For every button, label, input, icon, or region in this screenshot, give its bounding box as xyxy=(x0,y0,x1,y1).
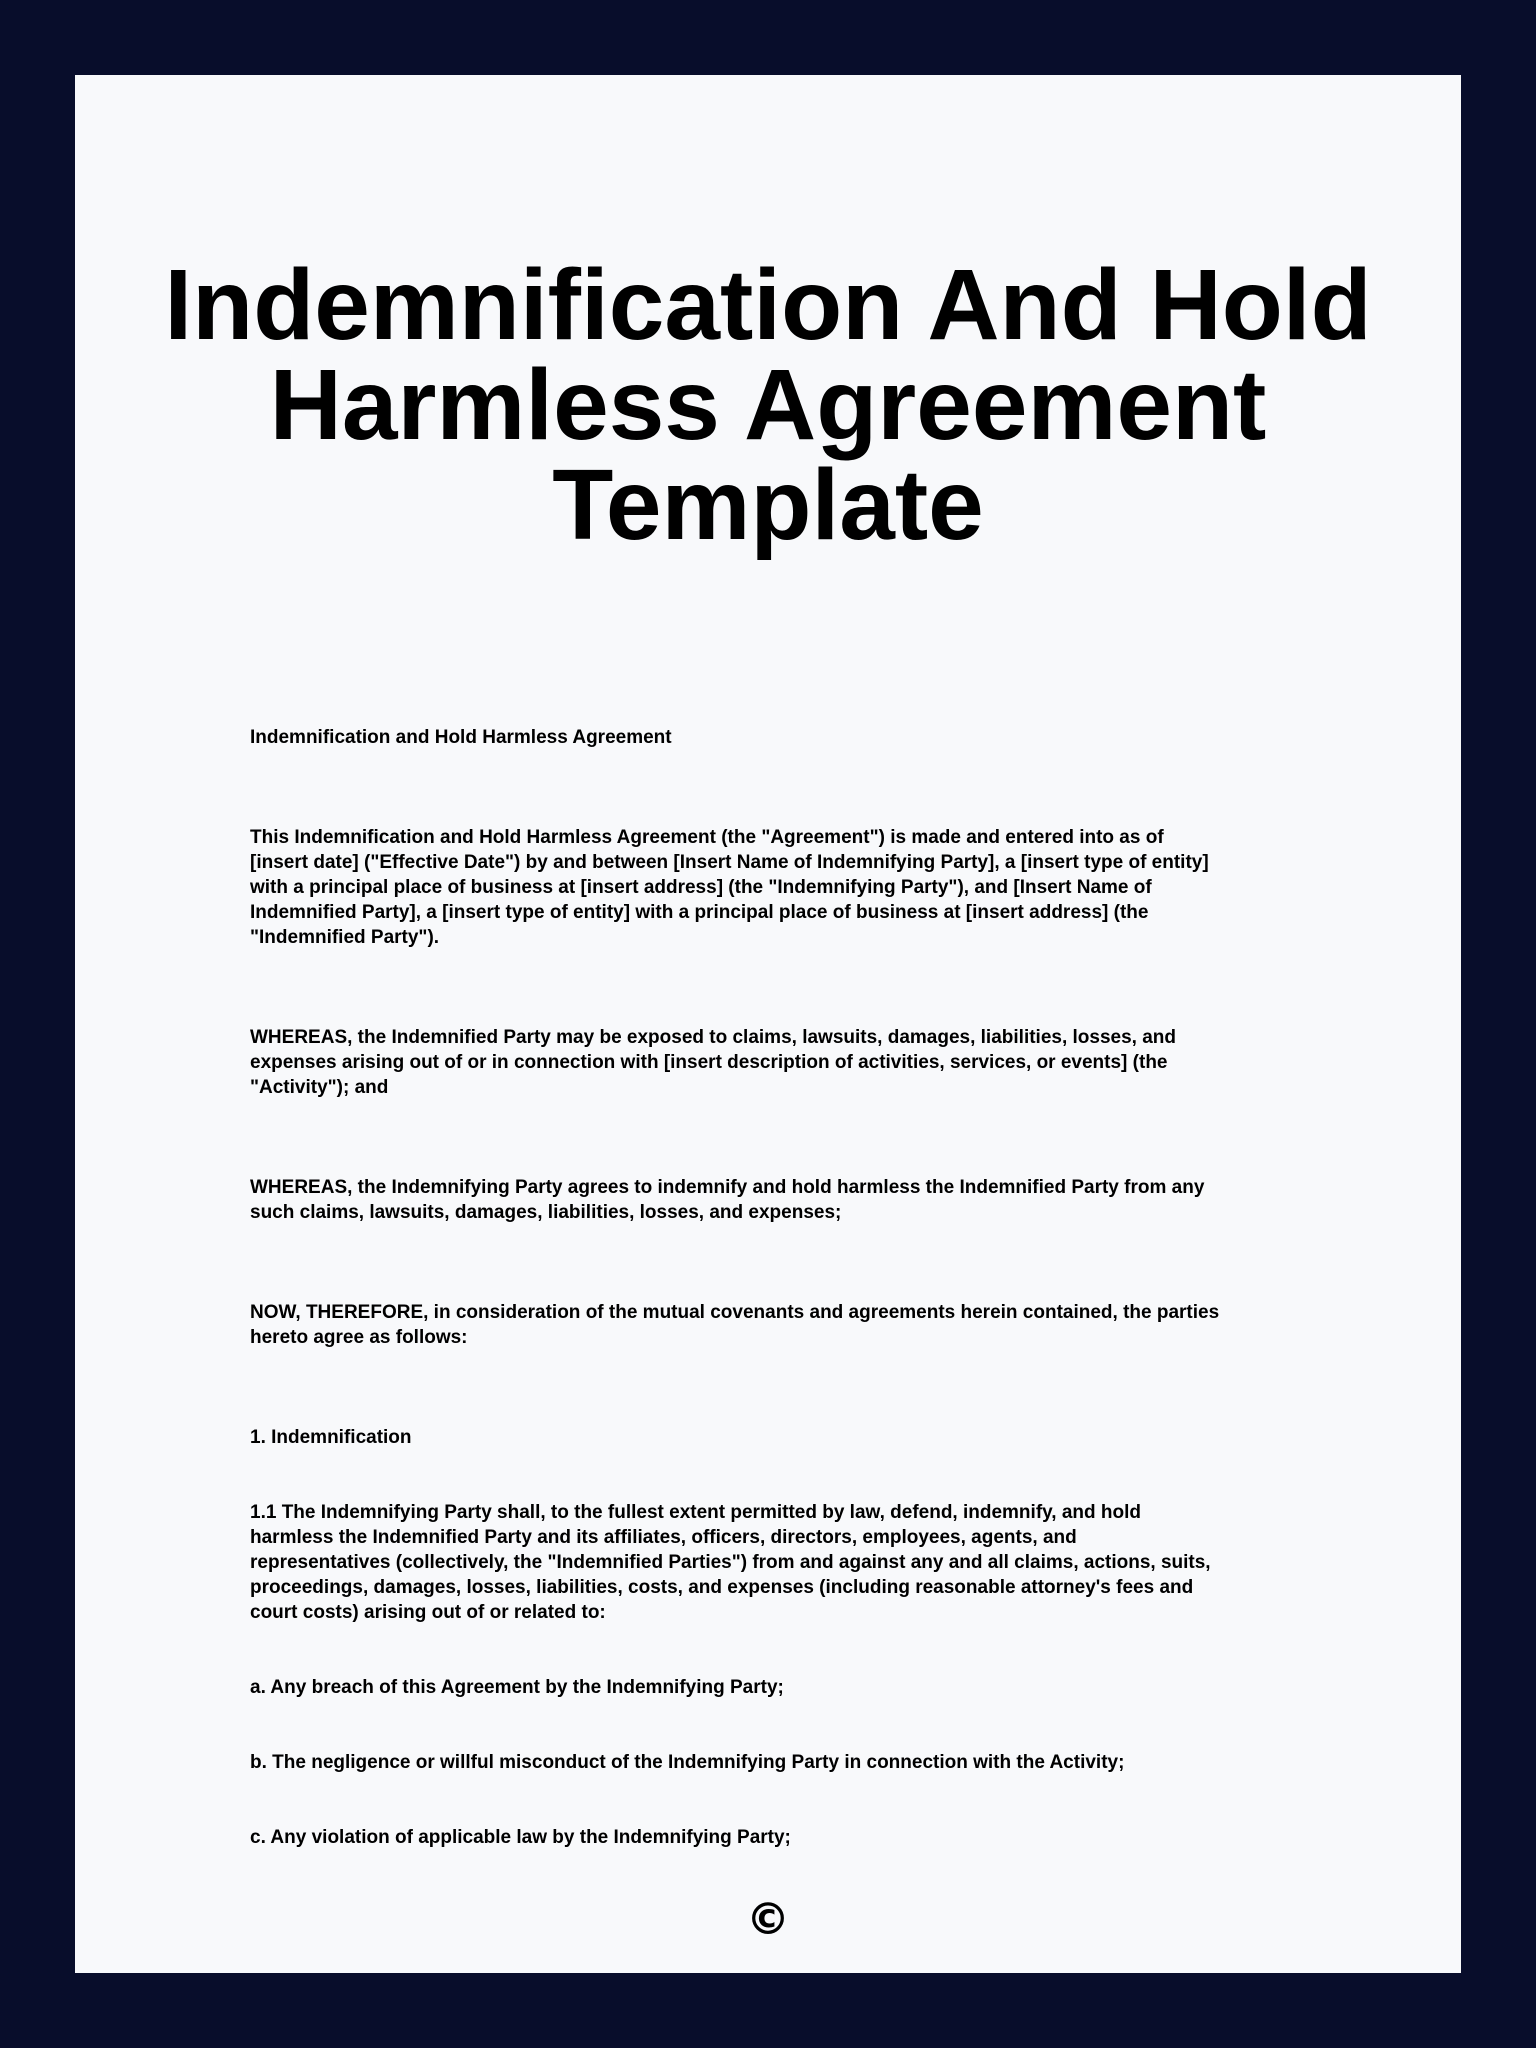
clause-1-1: 1.1 The Indemnifying Party shall, to the fullest extent permitted by law, defend, indemnify, and hold harmless the Indemnified Party and its affiliates, officers, directors, employees, agents, and representatives (collectively, the "Indemnified Parties") from and against any and all claims, actions, suits, proceedings, damages, losses, liabilities, costs, and expenses (including reasonable attorney's fees and court costs) arising out of or related to: xyxy=(250,1502,1211,1623)
section-heading-indemnification: 1. Indemnification xyxy=(250,1427,412,1448)
document-title: Indemnification And Hold Harmless Agreement Template xyxy=(164,249,1372,561)
clause-item-a: a. Any breach of this Agreement by the Indemnifying Party; xyxy=(250,1677,784,1698)
document-page xyxy=(75,75,1461,1973)
intro-paragraph: This Indemnification and Hold Harmless Agreement (the "Agreement") is made and entered into as of [insert date] ("Effective Date") by and between [Insert Name of Indemnifying Party], a [insert type of entity] with a principal place of business at [insert address] (the "Indemnifying Party"), and [Insert Name of Indemnified Party], a [insert type of entity] with a principal place of business at [insert address] (the "Indemnified Party"). xyxy=(250,827,1209,948)
whereas-paragraph-2: WHEREAS, the Indemnifying Party agrees to indemnify and hold harmless the Indemnified Party from any such claims, lawsuits, damages, liabilities, losses, and expenses; xyxy=(250,1177,1205,1223)
clause-item-b: b. The negligence or willful misconduct of the Indemnifying Party in connection with the Activity; xyxy=(250,1752,1125,1773)
copyright-icon: © xyxy=(746,1894,790,1945)
whereas-paragraph-1: WHEREAS, the Indemnified Party may be exposed to claims, lawsuits, damages, liabilities, losses, and expenses arising out of or in connection with [insert description of activities, services, or events] (the "Activity"); and xyxy=(250,1027,1177,1098)
agreement-heading: Indemnification and Hold Harmless Agreement xyxy=(250,727,672,748)
clause-item-c: c. Any violation of applicable law by the Indemnifying Party; xyxy=(250,1827,791,1848)
now-therefore-paragraph: NOW, THEREFORE, in consideration of the mutual covenants and agreements herein contained, the parties hereto agree as follows: xyxy=(250,1302,1220,1348)
